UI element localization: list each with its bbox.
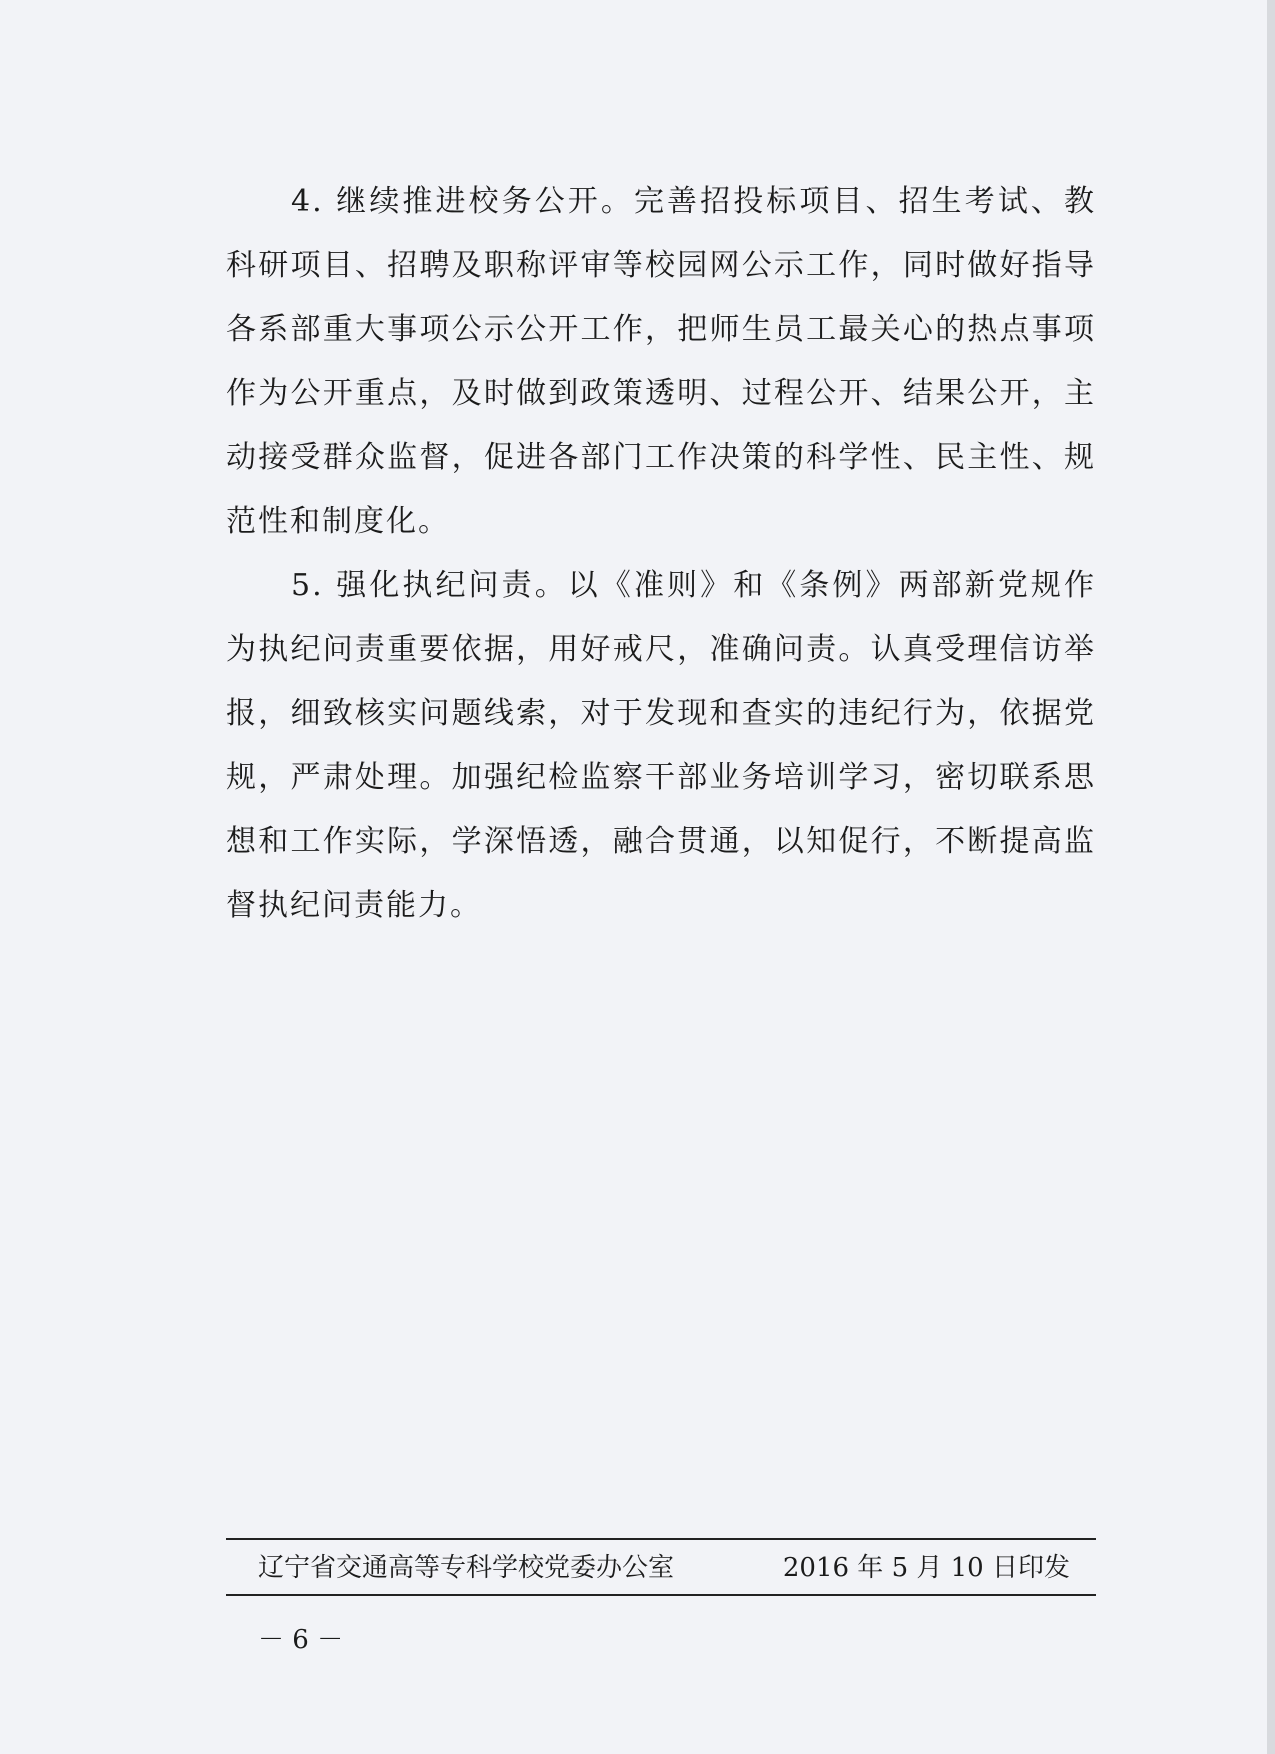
footer-bottom-rule (226, 1594, 1096, 1596)
scan-edge (1267, 0, 1275, 1754)
page-number: － 6 － (258, 1625, 344, 1655)
document-body (226, 170, 1096, 938)
footer-issue-date: 2016 年 5 月 10 日印发 (782, 1553, 1070, 1583)
footer-issuing-office: 辽宁省交通高等专科学校党委办公室 (258, 1553, 675, 1583)
paragraph-item-4: 4. 继续推进校务公开。完善招投标项目、招生考试、教科研项目、招聘及职称评审等校园网公示工作，同时做好指导各系部重大事项公示公开工作，把师生员工最关心的热点事项作为公开重点，及时做到政策透明、过程公开、结果公开，主动接受群众监督，促进各部门工作决策的科学性、民主性、规范性和制度化。 (226, 184, 1096, 539)
footer-top-rule (226, 1538, 1096, 1540)
paragraph-item-5: 5. 强化执纪问责。以《准则》和《条例》两部新党规作为执纪问责重要依据，用好戒尺，准确问责。认真受理信访举报，细致核实问题线索，对于发现和查实的违纪行为，依据党规，严肃处理。加强纪检监察干部业务培训学习，密切联系思想和工作实际，学深悟透，融合贯通，以知促行，不断提高监督执纪问责能力。 (226, 568, 1096, 923)
